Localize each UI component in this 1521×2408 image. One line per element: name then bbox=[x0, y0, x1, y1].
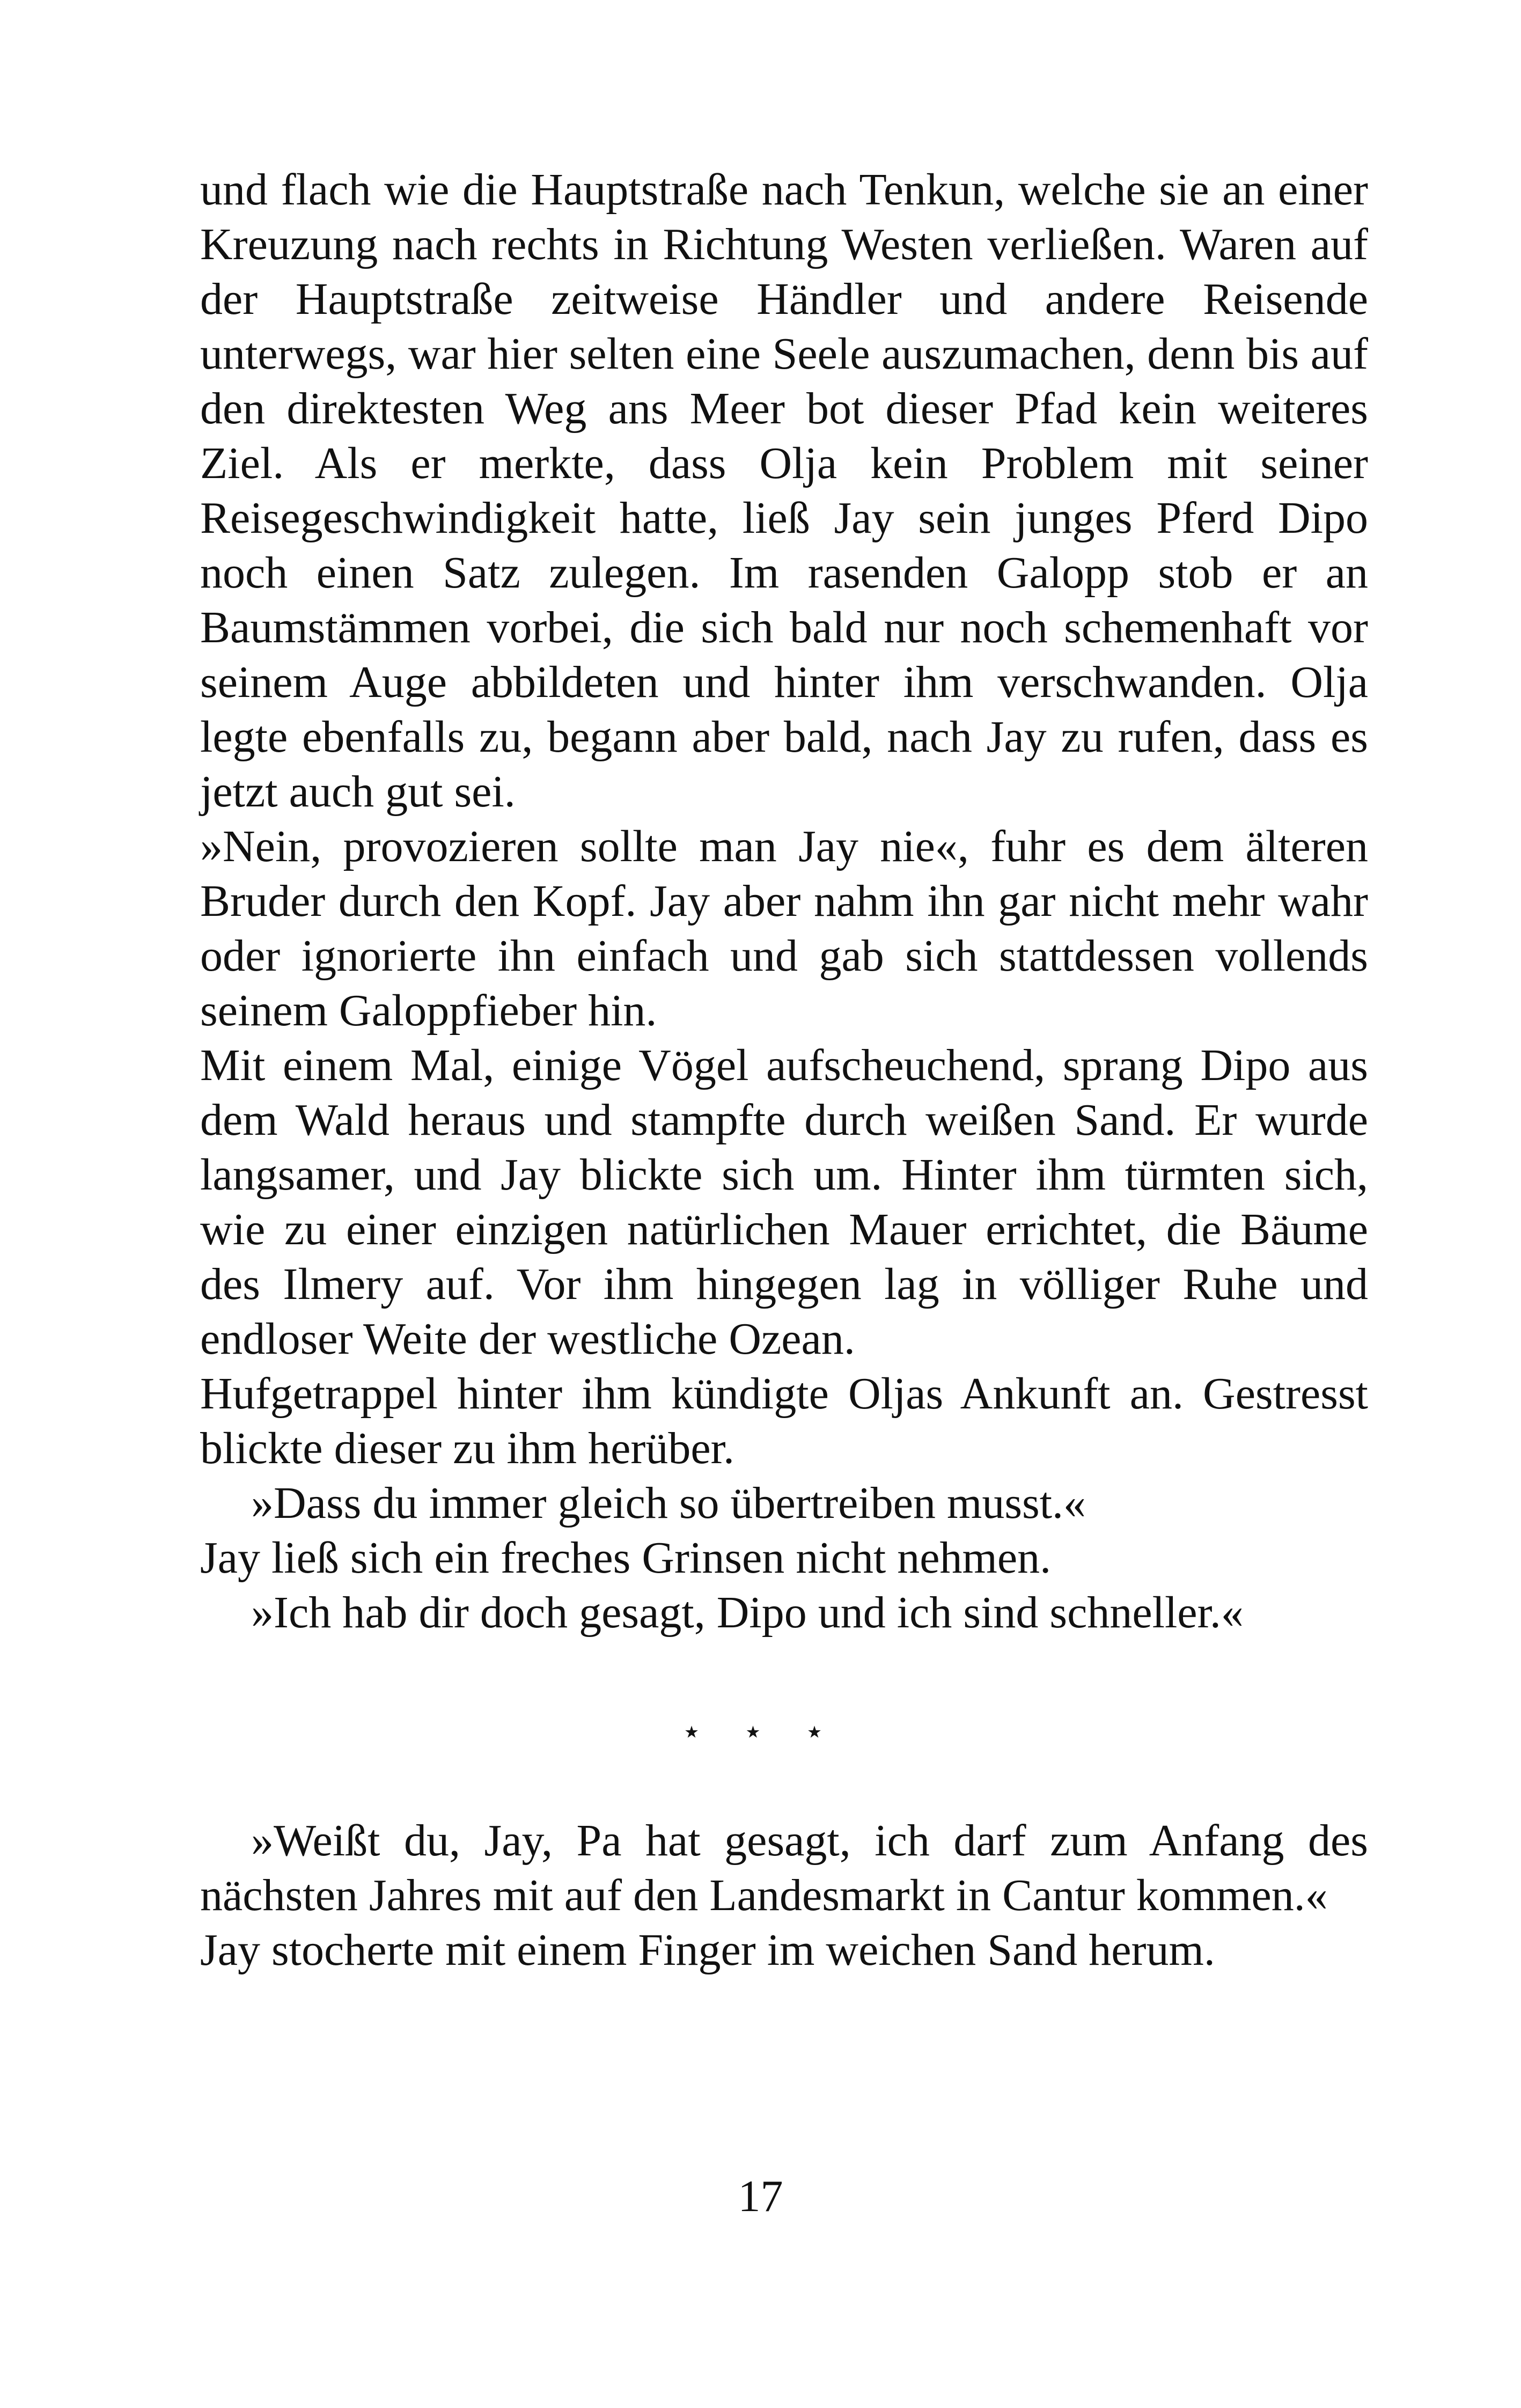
paragraph-8: »Weißt du, Jay, Pa hat gesagt, ich darf zum Anfang des nächsten Jahres mit auf den Landesmarkt in Cantur kommen.« bbox=[200, 1816, 1368, 1920]
paragraph-5: »Dass du immer gleich so übertreiben musst.« bbox=[251, 1478, 1086, 1528]
paragraph-9: Jay stocherte mit einem Finger im weichen Sand herum. bbox=[200, 1925, 1215, 1975]
paragraph-4: Hufgetrappel hinter ihm kündigte Oljas Ankunft an. Gestresst blickte dieser zu ihm herüber. bbox=[200, 1369, 1368, 1473]
paragraph-6: Jay ließ sich ein freches Grinsen nicht nehmen. bbox=[200, 1533, 1052, 1583]
after-separator-text-block bbox=[200, 1814, 1368, 1978]
section-separator: ⋆ ⋆ ⋆ bbox=[681, 1712, 840, 1751]
paragraph-7: »Ich hab dir doch gesagt, Dipo und ich sind schneller.« bbox=[251, 1588, 1244, 1638]
page-number: 17 bbox=[738, 2171, 783, 2221]
paragraph-3: Mit einem Mal, einige Vögel aufscheuchend, sprang Dipo aus dem Wald heraus und stampfte durch weißen Sand. Er wurde langsamer, und Jay blickte sich um. Hinter ihm türmten sich, wie zu einer einzigen natürlichen Mauer errichtet, die Bäume des Ilmery auf. Vor ihm hingegen lag in völliger Ruhe und endloser Weite der westliche Ozean. bbox=[200, 1040, 1368, 1364]
main-text-block bbox=[200, 163, 1368, 1640]
paragraph-2: »Nein, provozieren sollte man Jay nie«, fuhr es dem älteren Bruder durch den Kopf. Jay aber nahm ihn gar nicht mehr wahr oder ignorierte ihn einfach und gab sich stattdessen vollends seinem Galoppfieber hin. bbox=[200, 821, 1368, 1036]
paragraph-1: und flach wie die Hauptstraße nach Tenkun, welche sie an einer Kreuzung nach rechts in Richtung Westen verließen. Waren auf der Hauptstraße zeitweise Händler und andere Reisende unterwegs, war hier selten eine Seele auszumachen, denn bis auf den direktesten Weg ans Meer bot dieser Pfad kein weiteres Ziel. Als er merkte, dass Olja kein Problem mit seiner Reisegeschwindigkeit hatte, ließ Jay sein junges Pferd Dipo noch einen Satz zulegen. Im rasenden Galopp stob er an Baumstämmen vorbei, die sich bald nur noch schemenhaft vor seinem Auge abbildeten und hinter ihm verschwanden. Olja legte ebenfalls zu, begann aber bald, nach Jay zu rufen, dass es jetzt auch gut sei. bbox=[200, 165, 1368, 817]
